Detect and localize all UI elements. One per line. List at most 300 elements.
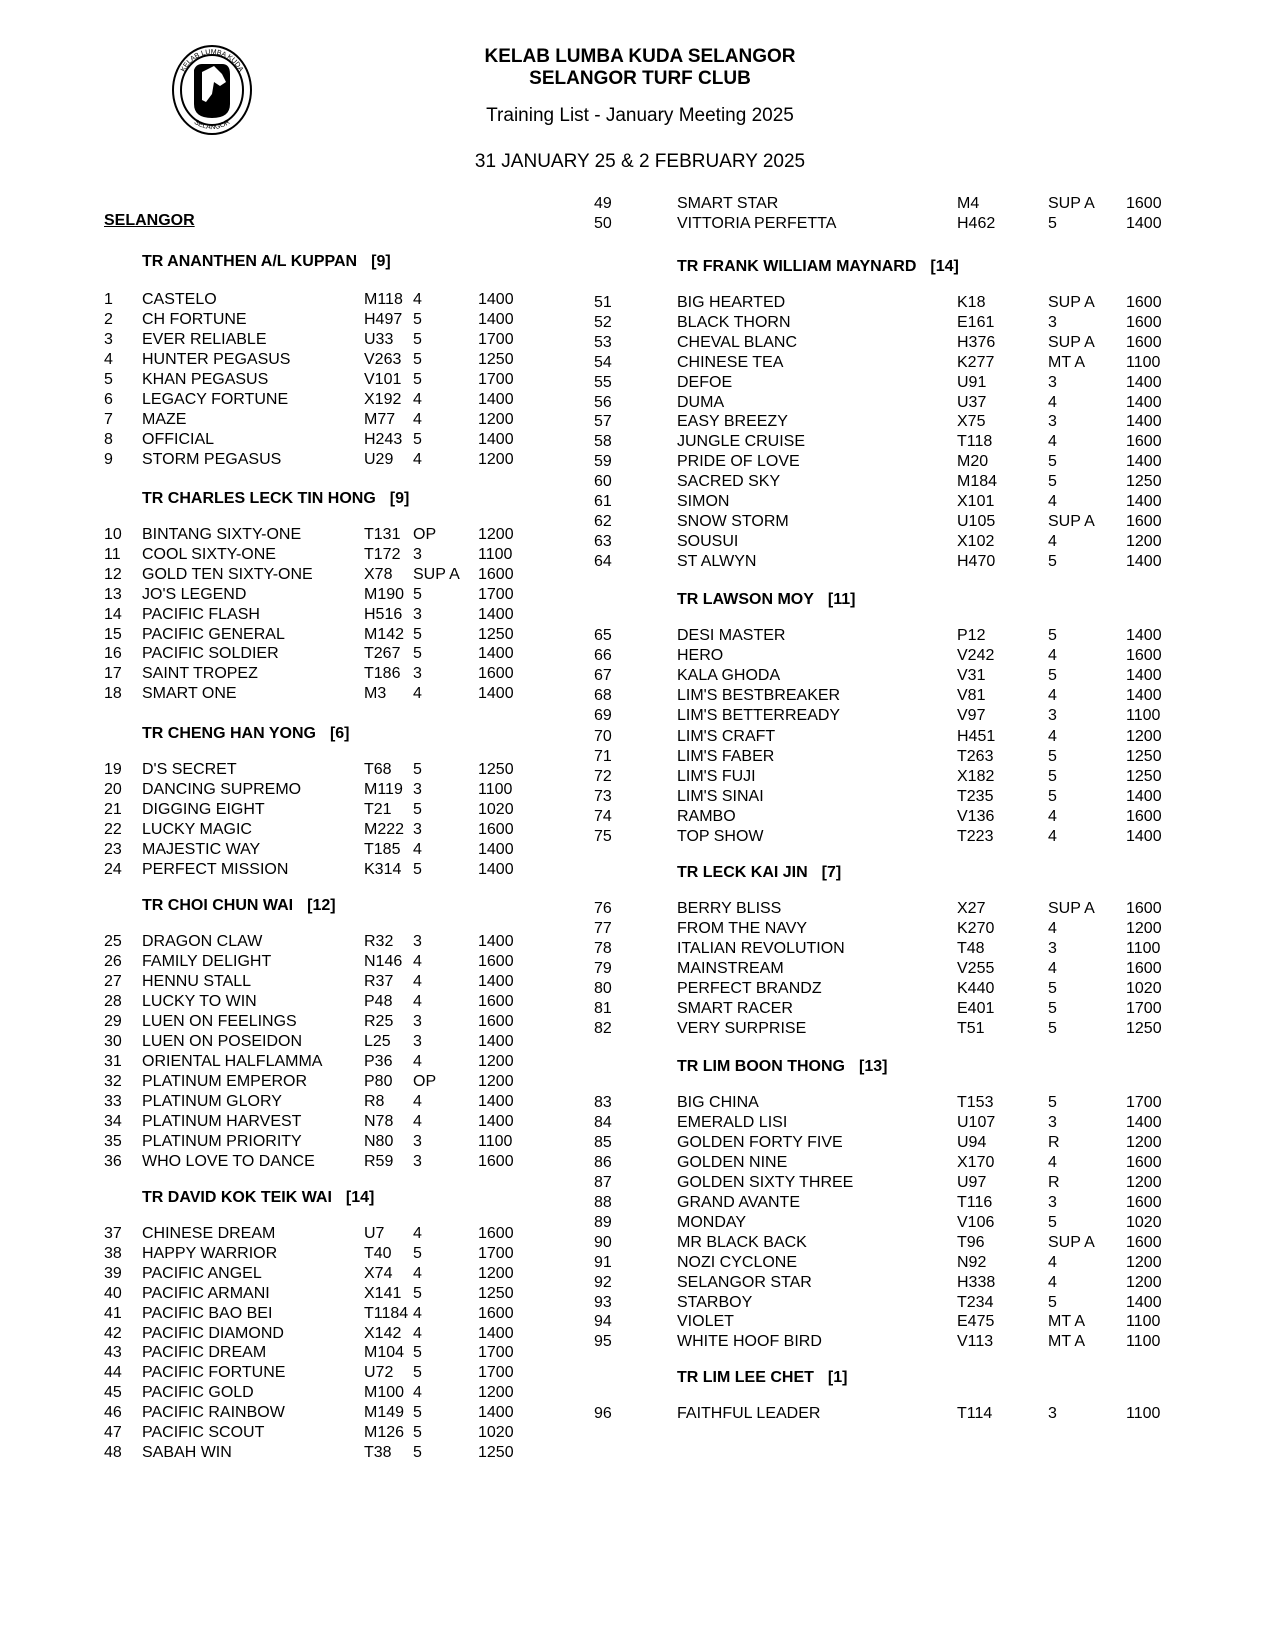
horse-number: 22 [104, 821, 122, 838]
horse-name: LIM'S BESTBREAKER [677, 687, 841, 704]
horse-code: X141 [364, 1285, 402, 1302]
horse-code: R8 [364, 1093, 385, 1110]
horse-row [0, 728, 1275, 748]
trainer-heading [677, 1369, 847, 1387]
horse-distance: 1100 [478, 781, 513, 798]
horse-row [0, 453, 1275, 473]
horse-distance: 1200 [1126, 728, 1162, 745]
horse-distance: 1400 [1126, 828, 1162, 845]
horse-class: 4 [1048, 920, 1057, 937]
horse-code: T118 [957, 433, 993, 450]
horse-distance: 1400 [478, 685, 514, 702]
horse-name: PLATINUM GLORY [142, 1093, 282, 1110]
horse-code: U29 [364, 451, 394, 468]
horse-name: DEFOE [677, 374, 733, 391]
horse-name: LUEN ON FEELINGS [142, 1013, 297, 1030]
horse-name: ST ALWYN [677, 553, 757, 570]
horse-name: VERY SURPRISE [677, 1020, 807, 1037]
horse-distance: 1250 [1126, 473, 1162, 490]
horse-row [0, 314, 1275, 334]
horse-number: 67 [594, 667, 612, 684]
horse-code: X142 [364, 1325, 402, 1342]
horse-number: 68 [594, 687, 612, 704]
horse-distance: 1400 [1126, 413, 1162, 430]
horse-distance: 1400 [1126, 1114, 1162, 1131]
horse-class: 4 [413, 391, 422, 408]
horse-distance: 1400 [1126, 215, 1162, 232]
horse-distance: 1400 [1126, 1294, 1162, 1311]
horse-row [0, 768, 1275, 788]
horse-class: 5 [413, 1424, 422, 1441]
horse-distance: 1600 [478, 953, 514, 970]
horse-distance: 1600 [1126, 1194, 1162, 1211]
horse-number: 17 [104, 665, 122, 682]
horse-class: 3 [413, 546, 422, 563]
horse-name: LIM'S CRAFT [677, 728, 776, 745]
horse-number: 35 [104, 1133, 122, 1150]
horse-code: K270 [957, 920, 995, 937]
horse-name: LIM'S SINAI [677, 788, 764, 805]
horse-distance: 1100 [1126, 707, 1161, 724]
horse-code: T235 [957, 788, 994, 805]
horse-code: M190 [364, 586, 405, 603]
horse-name: PACIFIC FORTUNE [142, 1364, 286, 1381]
horse-code: U33 [364, 331, 394, 348]
meeting-dates: 31 JANUARY 25 & 2 FEBRUARY 2025 [474, 151, 806, 172]
horse-code: V101 [364, 371, 402, 388]
horse-name: GOLDEN SIXTY THREE [677, 1174, 854, 1191]
horse-code: H243 [364, 431, 403, 448]
horse-distance: 1600 [1126, 1154, 1162, 1171]
horse-number: 95 [594, 1333, 612, 1350]
trainer-horse-count: [12] [307, 897, 336, 914]
horse-class: 4 [413, 841, 422, 858]
horse-name: LUEN ON POSEIDON [142, 1033, 303, 1050]
horse-class: R [1048, 1174, 1060, 1191]
horse-class: 4 [1048, 687, 1057, 704]
horse-distance: 1200 [1126, 1254, 1162, 1271]
horse-number: 16 [104, 645, 122, 662]
horse-class: 5 [413, 801, 422, 818]
horse-number: 57 [594, 413, 612, 430]
horse-row [0, 1154, 1275, 1174]
horse-code: V106 [957, 1214, 995, 1231]
horse-name: FAITHFUL LEADER [677, 1405, 821, 1422]
horse-code: T1184 [364, 1305, 409, 1322]
horse-code: V242 [957, 647, 995, 664]
horse-code: N146 [364, 953, 403, 970]
horse-distance: 1400 [1126, 687, 1162, 704]
horse-code: U105 [957, 513, 996, 530]
horse-row [0, 433, 1275, 453]
horse-number: 31 [104, 1053, 122, 1070]
horse-class: 3 [1048, 1114, 1057, 1131]
horse-class: 5 [413, 351, 422, 368]
horse-distance: 1400 [478, 933, 514, 950]
horse-distance: 1020 [478, 801, 514, 818]
horse-class: 5 [1048, 667, 1057, 684]
horse-name: OFFICIAL [142, 431, 215, 448]
horse-class: 4 [1048, 533, 1057, 550]
trainer-name: TR CHOI CHUN WAI [142, 897, 294, 914]
horse-name: PACIFIC DIAMOND [142, 1325, 284, 1342]
trainer-name: TR FRANK WILLIAM MAYNARD [677, 258, 917, 275]
horse-number: 85 [594, 1134, 612, 1151]
horse-number: 28 [104, 993, 122, 1010]
horse-class: 3 [1048, 1194, 1057, 1211]
horse-class: SUP A [1048, 294, 1095, 311]
horse-name: LUCKY TO WIN [142, 993, 257, 1010]
horse-distance: 1700 [478, 1344, 514, 1361]
horse-name: PLATINUM PRIORITY [142, 1133, 302, 1150]
horse-name: WHO LOVE TO DANCE [142, 1153, 315, 1170]
horse-name: MAJESTIC WAY [142, 841, 261, 858]
horse-row [0, 1313, 1275, 1333]
horse-code: H470 [957, 553, 996, 570]
horse-code: P36 [364, 1053, 393, 1070]
horse-row [0, 940, 1275, 960]
trainer-name: TR DAVID KOK TEIK WAI [142, 1189, 332, 1206]
horse-name: HERO [677, 647, 724, 664]
horse-row [0, 473, 1275, 493]
horse-name: SACRED SKY [677, 473, 781, 490]
horse-name: VITTORIA PERFETTA [677, 215, 837, 232]
horse-row [0, 980, 1275, 1000]
horse-number: 74 [594, 808, 612, 825]
horse-class: SUP A [1048, 1234, 1095, 1251]
horse-class: MT A [1048, 354, 1086, 371]
horse-code: X102 [957, 533, 995, 550]
horse-name: NOZI CYCLONE [677, 1254, 798, 1271]
horse-number: 7 [104, 411, 113, 428]
trainer-name: TR LECK KAI JIN [677, 864, 808, 881]
horse-class: 3 [1048, 707, 1057, 724]
trainer-horse-count: [1] [827, 1369, 848, 1386]
horse-name: LIM'S FABER [677, 748, 775, 765]
horse-name: ORIENTAL HALFLAMMA [142, 1053, 323, 1070]
horse-class: OP [413, 526, 437, 543]
trainer-horse-count: [14] [345, 1189, 375, 1206]
horse-number: 44 [104, 1364, 122, 1381]
horse-code: P12 [957, 627, 986, 644]
horse-class: 5 [413, 1245, 422, 1262]
horse-number: 88 [594, 1194, 612, 1211]
horse-distance: 1600 [1126, 334, 1162, 351]
horse-number: 58 [594, 433, 612, 450]
horse-code: H516 [364, 606, 403, 623]
horse-row [0, 533, 1275, 553]
horse-distance: 1200 [478, 411, 514, 428]
horse-distance: 1600 [478, 1013, 514, 1030]
horse-distance: 1600 [1126, 647, 1162, 664]
horse-class: 4 [1048, 828, 1057, 845]
trainer-heading [677, 864, 841, 882]
horse-name: ITALIAN REVOLUTION [677, 940, 845, 957]
horse-code: V113 [957, 1333, 994, 1350]
horse-name: SOUSUI [677, 533, 739, 550]
horse-code: K277 [957, 354, 995, 371]
horse-number: 39 [104, 1265, 122, 1282]
horse-class: 5 [413, 431, 422, 448]
horse-distance: 1100 [1126, 1405, 1161, 1422]
horse-name: CASTELO [142, 291, 217, 308]
horse-row [0, 195, 1275, 215]
horse-name: DESI MASTER [677, 627, 786, 644]
horse-distance: 1200 [478, 526, 514, 543]
horse-code: M118 [364, 291, 403, 308]
horse-distance: 1200 [1126, 1134, 1162, 1151]
horse-code: T38 [364, 1444, 392, 1461]
horse-distance: 1600 [478, 665, 514, 682]
horse-name: LUCKY MAGIC [142, 821, 252, 838]
horse-name: BINTANG SIXTY-ONE [142, 526, 302, 543]
horse-name: PACIFIC BAO BEI [142, 1305, 273, 1322]
horse-class: 3 [413, 1033, 422, 1050]
horse-distance: 1400 [1126, 374, 1162, 391]
horse-distance: 1700 [1126, 1094, 1162, 1111]
horse-name: DIGGING EIGHT [142, 801, 265, 818]
horse-distance: 1600 [1126, 900, 1162, 917]
horse-number: 10 [104, 526, 122, 543]
horse-class: 4 [413, 1053, 422, 1070]
horse-class: 3 [413, 1013, 422, 1030]
horse-class: 4 [413, 1325, 422, 1342]
horse-distance: 1600 [478, 993, 514, 1010]
horse-code: T172 [364, 546, 401, 563]
horse-name: EASY BREEZY [677, 413, 788, 430]
horse-class: 5 [1048, 768, 1057, 785]
horse-number: 47 [104, 1424, 122, 1441]
club-name-english: SELANGOR TURF CLUB [529, 68, 751, 89]
horse-number: 86 [594, 1154, 612, 1171]
horse-distance: 1700 [478, 1245, 514, 1262]
horse-number: 49 [594, 195, 612, 212]
horse-row [0, 1194, 1275, 1214]
horse-class: 5 [1048, 1094, 1057, 1111]
horse-distance: 1100 [478, 1133, 513, 1150]
horse-number: 73 [594, 788, 612, 805]
horse-class: 4 [413, 411, 422, 428]
horse-class: 4 [413, 1384, 422, 1401]
horse-class: 4 [413, 1265, 422, 1282]
horse-class: 5 [413, 861, 422, 878]
horse-name: BIG HEARTED [677, 294, 786, 311]
horse-code: T153 [957, 1094, 994, 1111]
horse-row [0, 647, 1275, 667]
horse-number: 15 [104, 626, 122, 643]
horse-name: SABAH WIN [142, 1444, 232, 1461]
horse-class: SUP A [1048, 513, 1095, 530]
horse-number: 14 [104, 606, 122, 623]
horse-class: 3 [1048, 314, 1057, 331]
horse-class: MT A [1048, 1313, 1086, 1330]
horse-name: JO'S LEGEND [142, 586, 247, 603]
horse-class: 4 [1048, 493, 1057, 510]
horse-distance: 1600 [478, 821, 514, 838]
horse-row [0, 354, 1275, 374]
trainer-horse-count: [9] [389, 490, 410, 507]
horse-name: PRIDE OF LOVE [677, 453, 800, 470]
horse-class: 5 [413, 1344, 422, 1361]
horse-row [0, 606, 1275, 626]
horse-class: 5 [413, 586, 422, 603]
horse-name: SMART ONE [142, 685, 237, 702]
horse-row [0, 960, 1275, 980]
horse-number: 24 [104, 861, 122, 878]
horse-code: R59 [364, 1153, 394, 1170]
horse-name: JUNGLE CRUISE [677, 433, 806, 450]
horse-distance: 1400 [478, 861, 514, 878]
horse-name: GOLDEN FORTY FIVE [677, 1134, 843, 1151]
horse-class: SUP A [1048, 900, 1095, 917]
horse-number: 91 [594, 1254, 612, 1271]
region-label: SELANGOR [104, 212, 195, 229]
horse-row [0, 1073, 1275, 1093]
trainer-heading [677, 1058, 887, 1076]
horse-code: T234 [957, 1294, 994, 1311]
horse-row [0, 1134, 1275, 1154]
horse-distance: 1400 [478, 973, 514, 990]
horse-row [0, 1000, 1275, 1020]
horse-distance: 1020 [1126, 980, 1162, 997]
horse-row [0, 1254, 1275, 1274]
horse-row [0, 707, 1275, 727]
horse-code: E401 [957, 1000, 995, 1017]
horse-name: PACIFIC RAINBOW [142, 1404, 285, 1421]
horse-number: 76 [594, 900, 612, 917]
horse-distance: 1100 [1126, 940, 1161, 957]
horse-number: 70 [594, 728, 612, 745]
club-logo [170, 44, 254, 136]
horse-distance: 1600 [1126, 513, 1162, 530]
horse-class: 3 [413, 781, 422, 798]
horse-distance: 1100 [1126, 1333, 1161, 1350]
horse-number: 9 [104, 451, 113, 468]
horse-code: T267 [364, 645, 401, 662]
horse-distance: 1400 [1126, 627, 1162, 644]
horse-distance: 1600 [1126, 808, 1162, 825]
horse-distance: 1400 [1126, 553, 1162, 570]
horse-row [0, 900, 1275, 920]
horse-number: 72 [594, 768, 612, 785]
horse-number: 80 [594, 980, 612, 997]
horse-class: 5 [1048, 627, 1057, 644]
horse-name: KALA GHODA [677, 667, 781, 684]
horse-row [0, 394, 1275, 414]
horse-name: FAMILY DELIGHT [142, 953, 272, 970]
horse-code: U37 [957, 394, 987, 411]
horse-number: 21 [104, 801, 122, 818]
horse-number: 4 [104, 351, 113, 368]
horse-row [0, 513, 1275, 533]
horse-code: U72 [364, 1364, 394, 1381]
horse-number: 94 [594, 1313, 612, 1330]
horse-number: 84 [594, 1114, 612, 1131]
horse-distance: 1400 [1126, 667, 1162, 684]
horse-code: T48 [957, 940, 985, 957]
horse-distance: 1400 [478, 606, 514, 623]
trainer-horse-count: [13] [858, 1058, 888, 1075]
horse-distance: 1400 [1126, 788, 1162, 805]
horse-row [0, 920, 1275, 940]
horse-row [0, 667, 1275, 687]
horse-name: PACIFIC ANGEL [142, 1265, 262, 1282]
horse-name: WHITE HOOF BIRD [677, 1333, 822, 1350]
horse-number: 81 [594, 1000, 612, 1017]
horse-number: 46 [104, 1404, 122, 1421]
horse-number: 71 [594, 748, 612, 765]
horse-row [0, 1333, 1275, 1353]
horse-name: RAMBO [677, 808, 736, 825]
horse-name: PACIFIC GENERAL [142, 626, 285, 643]
horse-code: M126 [364, 1424, 405, 1441]
horse-number: 78 [594, 940, 612, 957]
horse-class: 3 [413, 606, 422, 623]
trainer-heading [677, 258, 959, 276]
horse-distance: 1400 [478, 311, 514, 328]
horse-row [0, 1234, 1275, 1254]
horse-code: V31 [957, 667, 986, 684]
horse-class: 4 [413, 1225, 422, 1242]
horse-distance: 1250 [478, 1444, 514, 1461]
horse-name: PACIFIC SOLDIER [142, 645, 279, 662]
horse-distance: 1600 [1126, 314, 1162, 331]
horse-row [0, 1274, 1275, 1294]
horse-code: X74 [364, 1265, 393, 1282]
horse-number: 3 [104, 331, 113, 348]
horse-distance: 1600 [478, 1305, 514, 1322]
horse-class: 5 [1048, 1294, 1057, 1311]
horse-class: 3 [413, 821, 422, 838]
horse-class: 4 [1048, 394, 1057, 411]
horse-row [0, 1294, 1275, 1314]
horse-distance: 1200 [478, 1053, 514, 1070]
horse-class: 4 [413, 973, 422, 990]
horse-class: 4 [413, 291, 422, 308]
horse-name: DANCING SUPREMO [142, 781, 302, 798]
horse-name: PACIFIC FLASH [142, 606, 260, 623]
horse-name: COOL SIXTY-ONE [142, 546, 276, 563]
horse-class: 3 [413, 665, 422, 682]
horse-class: 5 [1048, 788, 1057, 805]
horse-code: V263 [364, 351, 402, 368]
horse-name: PERFECT MISSION [142, 861, 289, 878]
horse-number: 30 [104, 1033, 122, 1050]
horse-row [0, 748, 1275, 768]
horse-number: 82 [594, 1020, 612, 1037]
horse-name: LIM'S FUJI [677, 768, 756, 785]
horse-number: 64 [594, 553, 612, 570]
horse-name: PACIFIC GOLD [142, 1384, 254, 1401]
horse-code: H497 [364, 311, 403, 328]
horse-code: T131 [364, 526, 401, 543]
horse-distance: 1600 [1126, 195, 1162, 212]
horse-number: 2 [104, 311, 113, 328]
horse-code: U97 [957, 1174, 987, 1191]
horse-distance: 1100 [1126, 1313, 1161, 1330]
horse-code: X78 [364, 566, 393, 583]
horse-code: U107 [957, 1114, 996, 1131]
trainer-horse-count: [7] [821, 864, 842, 881]
horse-code: T116 [957, 1194, 993, 1211]
horse-code: H462 [957, 215, 996, 232]
horse-code: T40 [364, 1245, 392, 1262]
horse-code: T51 [957, 1020, 985, 1037]
horse-distance: 1020 [1126, 1214, 1162, 1231]
horse-row [0, 1405, 1275, 1425]
horse-class: R [1048, 1134, 1060, 1151]
horse-class: 4 [1048, 1154, 1057, 1171]
